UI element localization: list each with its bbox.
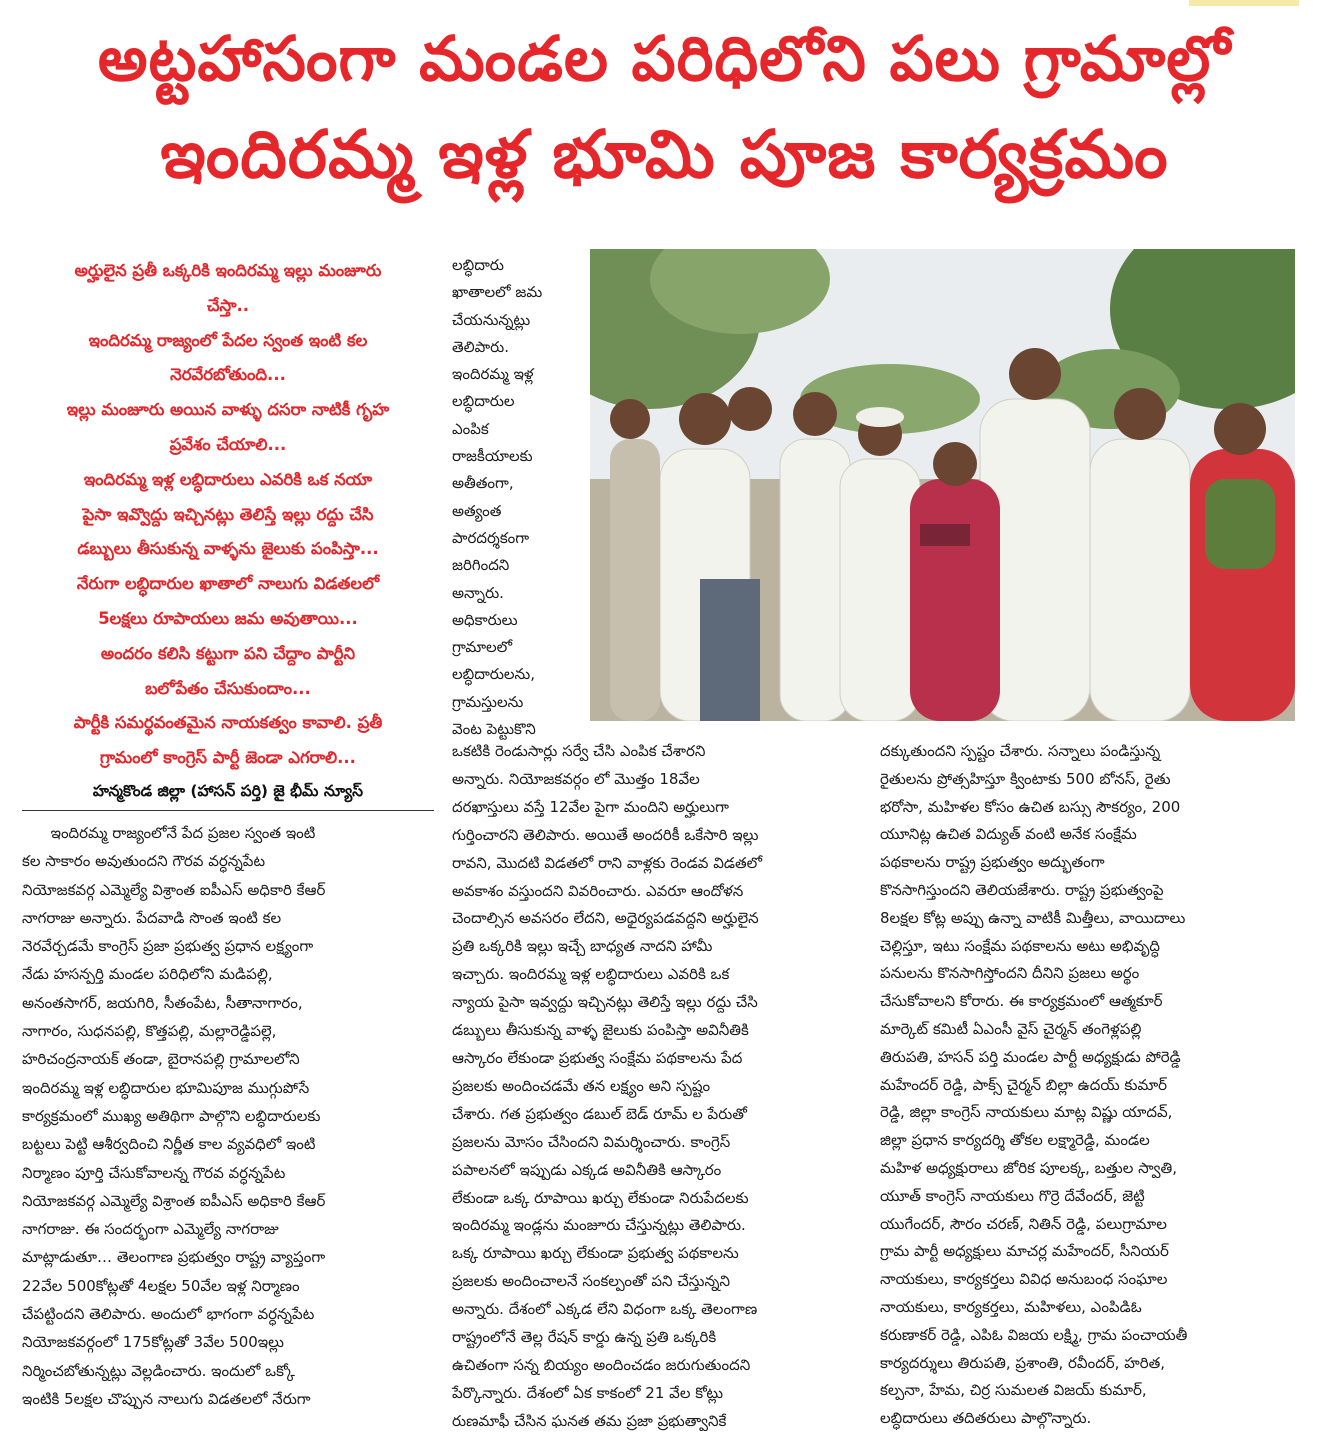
highlight-line: ఇందిరమ్మ రాజ్యంలో పేదల స్వంత ఇంటి కల (88, 330, 368, 350)
highlight-line: బలోపేతం చేసుకుందాం... (145, 678, 311, 698)
body-line: నిర్మాణం పూర్తి చేసుకోవాలన్న గౌరవ వర్ధన్నపేట (22, 1163, 286, 1182)
body-line: పేర్కొన్నారు. దేశంలో ఏక కాకంలో 21 వేల కోట్లు (452, 1383, 724, 1402)
body-line: ఇందిరమ్మ రాజ్యంలోనే పేద ప్రజల స్వంత ఇంటి (22, 823, 316, 842)
body-line: తిరుపతి, హసన్ పర్తి మండల పార్టీ అధ్యక్షుడు పోరెడ్డి (880, 1047, 1181, 1066)
article-body-col1 (22, 819, 434, 1413)
article-body-col3 (880, 738, 1300, 1433)
body-line: దక్కుతుందని స్పష్టం చేశారు. సన్నాలు పండిస్తున్న (880, 742, 1161, 760)
body-line: అత్యంత (452, 501, 502, 520)
body-line: భరోసా, మహిళల కోసం ఉచిత బస్సు సౌకర్యం, 200 (880, 797, 1181, 816)
body-line: ఉచితంగా సన్న బియ్యం అందించడం జరుగుతుందని (452, 1355, 751, 1374)
body-line: హరిచంద్రనాయక్ తండా, బైరానపల్లి గ్రామాలలోని (22, 1050, 300, 1069)
body-line: జరిగిందని (452, 556, 510, 575)
body-line: యుగేందర్, సౌరం చరణ్, నితిన్ రెడ్డి, పలుగ్రామాల (880, 1214, 1167, 1233)
body-line: జిల్లా ప్రధాన కార్యదర్శి తోకల లక్ష్మారెడ్డి, మండల (880, 1131, 1150, 1150)
body-line: ఆస్కారం లేకుండా ప్రభుత్వ సంక్షేమ పథకాలను పేద (452, 1048, 743, 1067)
body-line: 22వేల 500కోట్లతో 4లక్షల 50వేల ఇళ్ల నిర్మాణం (22, 1276, 300, 1295)
body-line: రైతులను ప్రోత్సహిస్తూ క్వింటాకు 500 బోనస్, రైతు (880, 769, 1171, 788)
highlight-line: చేస్తా.. (206, 295, 250, 315)
body-line: నాగరాజు. ఈ సందర్భంగా ఎమ్మెల్యే నాగరాజు (22, 1220, 279, 1239)
body-line: నియోజకవర్గ ఎమ్మెల్యే విశ్రాంత ఐపీఎస్ అధికారి కేఆర్ (22, 1191, 326, 1210)
body-line: నాయకులు, కార్యకర్తలు వివిధ అనుబంధ సంఘాల (880, 1270, 1168, 1289)
body-line: కార్యక్రమంలో ముఖ్య అతిథిగా పాల్గొని లబ్ధిదారులకు (22, 1106, 321, 1125)
body-line: అవకాశం వస్తుందని వివరించారు. ఎవరూ ఆందోళన (452, 881, 744, 900)
highlight-line: గ్రామంలో కాంగ్రెస్ పార్టీ జెండా ఎగరాలి... (100, 748, 356, 768)
body-line: మహిళ అధ్యక్షురాలు జోరిక పూలక్క, బత్తుల స్వాతి, (880, 1158, 1177, 1177)
body-line: వెంట పెట్టుకొని (452, 720, 536, 739)
body-line: ఒకటికి రెండుసార్లు సర్వే చేసి ఎంపిక చేశారని (452, 742, 706, 760)
body-line: కల సాకారం అవుతుందని గౌరవ వర్ధన్నపేట (22, 852, 266, 871)
body-line: లబ్ధిదారుల (452, 392, 515, 411)
body-line: చేయనున్నట్లు (452, 310, 531, 329)
body-line: తెలిపారు. (452, 337, 509, 356)
body-line: చేపట్టిందని తెలిపారు. అందులో భాగంగా వర్ధన్నపేట (22, 1305, 315, 1323)
body-line: చెల్లిస్తూ, ఇటు సంక్షేమ పథకాలను అటు అభివృద్ధి (880, 936, 1161, 955)
body-line: ప్రతి ఒక్కరికి ఇల్లు ఇచ్చే బాధ్యత నాదని హామీ (452, 937, 713, 956)
body-line: డబ్బులు తీసుకున్న వాళ్ళ జైలుకు పంపిస్తా అవినీతికి (452, 1021, 749, 1040)
body-line: రుణమాఫీ చేసిన ఘనత తమ ప్రజా ప్రభుత్వానికే (452, 1411, 727, 1430)
body-line: చేశారు. గత ప్రభుత్వం డబుల్ బెడ్ రూమ్ ల పేరుతో (452, 1104, 747, 1123)
body-line: గ్రామ పార్టీ అధ్యక్షులు మాచర్ల మహేందర్, సీనియర్ (880, 1242, 1169, 1261)
body-line: ఇచ్చారు. ఇందిరమ్మ ఇళ్ల లబ్ధిదారులు ఎవరికి ఒక (452, 965, 730, 984)
highlight-line: ప్రవేశం చేయాలి... (169, 434, 287, 454)
body-line: అన్నారు. (452, 583, 504, 602)
body-line: నియోజకవర్గంలో 175కోట్లతో 3వేల 500ఇల్లు (22, 1333, 284, 1352)
highlight-line: 5లక్షలు రూపాయలు జమ అవుతాయి... (98, 608, 358, 628)
body-line: ఖాతాలలో జమ (452, 283, 543, 302)
highlight-line: ఇల్లు మంజూరు అయిన వాళ్ళు దసరా నాటికీ గృహ (66, 400, 390, 420)
corner-mark (1189, 0, 1299, 6)
body-line: అధికారులు (452, 610, 518, 629)
body-line: నిర్మించబోతున్నట్లు వెల్లడించారు. ఇందులో ఒక్కో (22, 1361, 295, 1380)
body-line: లబ్ధిదారులను, (452, 665, 536, 684)
body-line: 8లక్షల కోట్ల అప్పు ఉన్నా వాటికీ మిత్తీలు, వాయిదాలు (880, 908, 1186, 927)
body-line: నియోజకవర్గ ఎమ్మెల్యే విశ్రాంత ఐపీఎస్ అధికారి కేఆర్ (22, 880, 326, 899)
body-line: చేసుకోవాలని కోరారు. ఈ కార్యక్రమంలో ఆత్మకూర్ (880, 992, 1163, 1011)
highlight-line: అందరం కలిసి కట్టుగా పని చేద్దాం పార్టీని (100, 643, 356, 663)
body-line: లబ్ధిదారులు తదితరులు పాల్గొన్నారు. (880, 1409, 1092, 1428)
highlight-line: పార్టీకి సమర్థవంతమైన నాయకత్వం కావాలి. ప్రతీ (73, 713, 383, 733)
headline-line-1: అట్టహాసంగా మండల పరిధిలోని పలు గ్రామాల్లో (97, 22, 1232, 95)
highlight-line: పైసా ఇవ్వొద్దు ఇచ్చినట్లు తెలిస్తే ఇల్లు రద్దు చేసి (82, 504, 374, 524)
body-line: అనంతసాగర్, జయగిరి, సీతంపేట, సీతానాగారం, (22, 993, 303, 1012)
body-line: న్యాయ పైసా ఇవ్వద్దు ఇచ్చినట్లు తెలిస్తే ఇల్లు రద్దు చేసి (452, 993, 758, 1012)
body-line: దరఖాస్తులు వస్తే 12వేల పైగా మందిని అర్హులుగా (452, 797, 729, 816)
highlight-line: నేరుగా లబ్ధిదారుల ఖాతాలో నాలుగు విడతలలో (76, 574, 380, 594)
headline-line-2: ఇందిరమ్మ ఇళ్ల భూమి పూజ కార్యక్రమం (160, 116, 1169, 193)
body-line: ప్రజలకు అందించాలనే సంకల్పంతో పని చేస్తున్నని (452, 1272, 730, 1291)
body-line: మహేందర్ రెడ్డి, పాక్స్ చైర్మన్ బిల్లా ఉదయ్ కుమార్ (880, 1075, 1168, 1094)
body-line: నెరవేర్చడమే కాంగ్రెస్ ప్రజా ప్రభుత్వ ప్రధాన లక్ష్యంగా (22, 937, 314, 956)
body-line: ఇందిరమ్మ ఇళ్ల లబ్ధిదారుల భూమిపూజ ముగ్గుపోసే (22, 1078, 310, 1097)
body-line: పారదర్శకంగా (452, 528, 530, 547)
body-line: మాట్లాడుతూ… తెలంగాణ ప్రభుత్వం రాష్ట్ర వ్యాప్తంగా (22, 1248, 326, 1267)
body-line: కొనసాగిస్తుందని తెలియజేశారు. రాష్ట్ర ప్రభుత్వంపై (880, 880, 1164, 899)
body-line: కరుణాకర్ రెడ్డి, ఎపిఓ విజయ లక్ష్మి, గ్రామ పంచాయతీ (880, 1325, 1188, 1344)
body-line: ప్రజలకు అందించడమే తన లక్ష్యం అని స్పష్టం (452, 1076, 711, 1095)
news-photo (590, 249, 1295, 721)
dateline-byline: హన్మకొండ జిల్లా (హాసన్ పర్తి) జై భీమ్ న్యూస్ (22, 782, 434, 811)
body-line: ఇంటికి 5లక్షల చొప్పున నాలుగు విడతలలో నేరుగా (22, 1389, 311, 1408)
body-line: ఇందిరమ్మ ఇండ్లను మంజూరు చేస్తున్నట్లు తెలిపారు. (452, 1216, 746, 1235)
body-line: అన్నారు. నియోజకవర్గం లో మొత్తం 18వేల (452, 769, 700, 788)
article-body-col2-top (452, 252, 582, 743)
column-1 (22, 254, 434, 1413)
body-line: గ్రామాలలో (452, 638, 513, 657)
body-line: అతీతంగా, (452, 474, 514, 493)
photo-illustration (590, 249, 1295, 721)
body-line: యూనిట్ల ఉచిత విద్యుత్ వంటి అనేక సంక్షేమ (880, 825, 1137, 844)
body-line: బట్టలు పెట్టి ఆశీర్వదించి నిర్ణీత కాల వ్యవధిలో ఇంటి (22, 1135, 316, 1154)
body-line: నాగరాజు అన్నారు. పేదవాడి సొంత ఇంటి కల (22, 908, 282, 927)
body-line: నాగారం, సుధనపల్లి, కొత్తపల్లి, మల్లారెడ్డిపల్లె, (22, 1022, 277, 1041)
body-line: కార్యదర్శులు తిరుపతి, ప్రశాంతి, రవీందర్, హరిత, (880, 1353, 1166, 1372)
body-line: పనులను కొనసాగిస్తోందని దీనిని ప్రజలు అర్థం (880, 964, 1140, 983)
highlight-line: అర్హులైన ప్రతీ ఒక్కరికి ఇందిరమ్మ ఇల్లు మంజూరు (74, 261, 382, 280)
body-line: ప్రజలను మోసం చేసిందని విమర్శించారు. కాంగ్రెస్ (452, 1132, 731, 1151)
highlight-line: నెరవేరబోతుంది... (170, 365, 286, 385)
body-line: నాయకులు, కార్యకర్తలు, మహిళలు, ఎంపిడిఓ (880, 1297, 1142, 1316)
body-line: రెడ్డి, జిల్లా కాంగ్రెస్ నాయకులు మాట్ల విష్ణు యాదవ్, (880, 1103, 1173, 1122)
body-line: గ్రామస్తులను (452, 692, 524, 711)
body-line: నేడు హసన్పర్తి మండల పరిధిలోని మడిపల్లి, (22, 965, 273, 984)
body-line: యూత్ కాంగ్రెస్ నాయకులు గొర్రె దేవేందర్, జెట్టి (880, 1186, 1145, 1205)
highlight-line: డబ్బులు తీసుకున్న వాళ్ళను జైలుకు పంపిస్తా... (77, 539, 379, 559)
body-line: మార్కెట్ కమిటీ ఏఎంసీ వైస్ చైర్మన్ తంగెళ్లపల్లి (880, 1019, 1142, 1038)
body-line: పపాలనలో ఇప్పుడు ఎక్కడ అవినీతికి ఆస్కారం (452, 1160, 722, 1179)
body-line: ఎంపిక (452, 419, 489, 438)
body-line: గుర్తించారని తెలిపారు. అయితే అందరికీ ఒకేసారి ఇల్లు (452, 825, 759, 844)
body-line: చెందాల్సిన అవసరం లేదని, అధైర్యపడవద్దని అర్హులైన (452, 909, 759, 928)
body-line: పథకాలను రాష్ట్ర ప్రభుత్వం అద్భుతంగా (880, 853, 1105, 872)
article-body-col2 (452, 738, 870, 1436)
body-line: కల్పనా, హేమ, చిర్ర సుమలత విజయ్ కుమార్, (880, 1381, 1147, 1400)
body-line: రావని, మొదటి విడతలో రాని వాళ్లకు రెండవ విడతలో (452, 853, 763, 872)
body-line: లేకుండా ఒక్క రూపాయి ఖర్చు లేకుండా నిరుపేదలకు (452, 1188, 749, 1207)
highlights-box (22, 254, 434, 776)
body-line: లబ్ధిదారు (452, 256, 504, 274)
body-line: అన్నారు. దేశంలో ఎక్కడ లేని విధంగా ఒక్క తెలంగాణ (452, 1300, 758, 1319)
body-line: రాజకీయాలకు (452, 447, 533, 466)
body-line: ఒక్క రూపాయి ఖర్చు లేకుండా ప్రభుత్వ పథకాలను (452, 1244, 739, 1263)
body-line: రాష్ట్రంలోనే తెల్ల రేషన్ కార్డు ఉన్న ప్రతి ఒక్కరికి (452, 1328, 717, 1347)
body-line: ఇందిరమ్మ ఇళ్ల (452, 365, 534, 384)
highlight-line: ఇందిరమ్మ ఇళ్ల లబ్ధిదారులు ఎవరికి ఒక నయా (83, 469, 373, 489)
